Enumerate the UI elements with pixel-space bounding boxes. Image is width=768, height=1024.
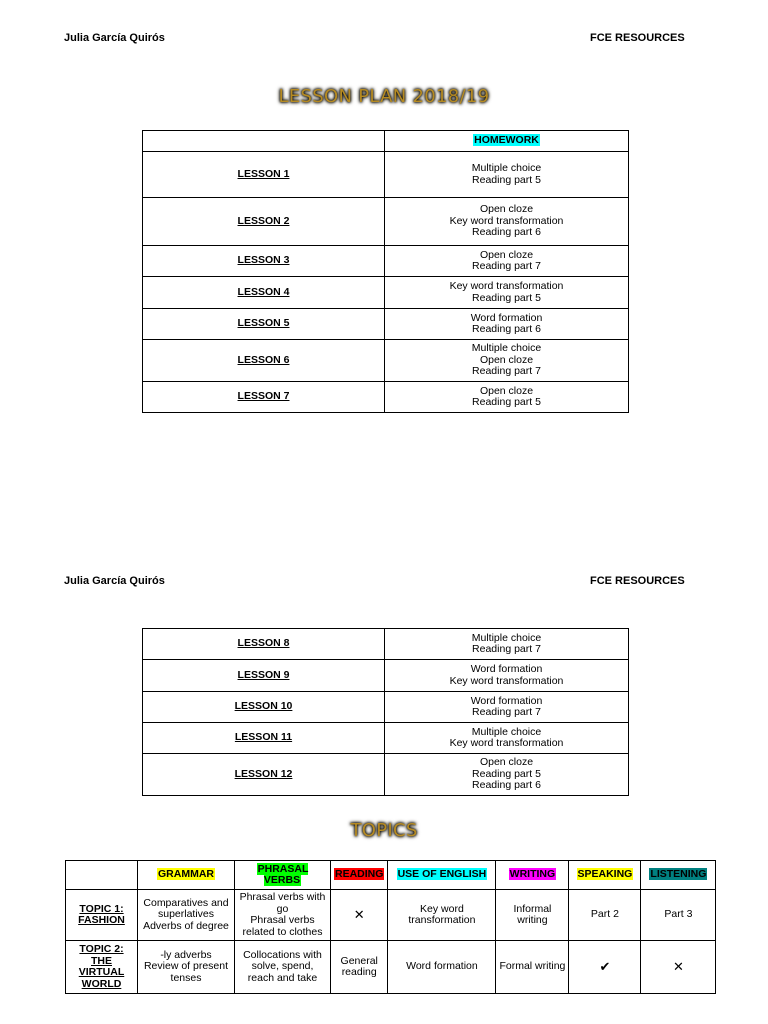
- topic-label: TOPIC 1: FASHION: [78, 902, 125, 926]
- table-row: [143, 309, 629, 340]
- lesson-cell: [143, 277, 385, 309]
- homework-cell: [385, 277, 629, 309]
- topic-header-label: WRITING: [509, 868, 556, 881]
- topic-cell: [569, 890, 641, 941]
- topic-label-cell: [66, 941, 138, 994]
- author-name-page2: Julia García Quirós: [64, 575, 165, 587]
- topic-cell: [331, 941, 388, 994]
- topic-cell-text: Phrasal verbs related to clothes: [242, 914, 323, 938]
- topics-title: TOPICS: [350, 820, 418, 841]
- topic-cell: [641, 941, 716, 994]
- table-row: [143, 660, 629, 692]
- homework-cell: [385, 340, 629, 382]
- homework-item: Reading part 7: [472, 260, 541, 272]
- homework-item: Open cloze: [479, 353, 534, 366]
- topic-cell: [138, 890, 235, 941]
- topic-header-cell: [235, 861, 331, 890]
- topic-cell: [496, 890, 569, 941]
- topic-cell-text: Adverbs of degree: [143, 919, 229, 932]
- lesson-label: LESSON 8: [237, 637, 290, 650]
- topics-header-row: [66, 861, 716, 890]
- topic-header-label: PHRASAL VERBS: [257, 862, 309, 886]
- topic-cell-text: Review of present tenses: [143, 960, 229, 984]
- homework-item: Reading part 5: [472, 396, 541, 408]
- lesson-plan-title: LESSON PLAN 2018/19: [278, 86, 490, 107]
- cross-icon: ✕: [353, 907, 365, 923]
- homework-item: Reading part 5: [472, 291, 541, 304]
- lesson-label: LESSON 1: [237, 167, 290, 180]
- lesson-cell: [143, 629, 385, 660]
- table-row: [143, 246, 629, 277]
- homework-cell: [385, 629, 629, 660]
- topic-row: [66, 941, 716, 994]
- lesson-cell: [143, 692, 385, 723]
- homework-item: Key word transformation: [449, 280, 564, 292]
- homework-item: Open cloze: [479, 384, 534, 397]
- homework-item: Multiple choice: [471, 725, 542, 738]
- topic-header-cell: [496, 861, 569, 890]
- topic-cell: [641, 890, 716, 941]
- topic-cell-text: Part 3: [664, 908, 693, 921]
- table-row: [143, 382, 629, 413]
- table-row: [143, 152, 629, 198]
- lesson-label: LESSON 4: [237, 285, 290, 298]
- homework-item: Key word transformation: [449, 674, 564, 687]
- topic-cell-text: Phrasal verbs with go: [239, 891, 326, 915]
- topic-header-label: LISTENING: [650, 868, 707, 881]
- topic-cell: [496, 941, 569, 994]
- lesson-label: LESSON 7: [237, 390, 290, 403]
- lesson-cell: [143, 660, 385, 692]
- topic-header-cell: [138, 861, 235, 890]
- topic-cell: [138, 941, 235, 994]
- topic-header-cell: [569, 861, 641, 890]
- table-row: [143, 340, 629, 382]
- homework-item: Reading part 6: [472, 779, 541, 792]
- lesson-cell: [143, 246, 385, 277]
- topic-row: [66, 890, 716, 941]
- homework-item: Reading part 7: [472, 706, 541, 718]
- homework-cell: [385, 754, 629, 796]
- homework-item: Key word transformation: [449, 737, 564, 749]
- homework-item: Reading part 7: [472, 643, 541, 655]
- topic-cell: [569, 941, 641, 994]
- homework-item: Reading part 6: [472, 226, 541, 239]
- topic-header-cell: [388, 861, 496, 890]
- homework-cell: [385, 692, 629, 723]
- lesson-cell: [143, 198, 385, 246]
- topic-cell: [235, 941, 331, 994]
- homework-item: Reading part 5: [472, 767, 541, 780]
- homework-item: Open cloze: [479, 248, 534, 261]
- topic-header-cell: [641, 861, 716, 890]
- topic-header-label: SPEAKING: [577, 868, 633, 881]
- topic-header-label: READING: [335, 868, 384, 881]
- homework-cell: [385, 152, 629, 198]
- homework-cell: [385, 660, 629, 692]
- homework-cell: [385, 198, 629, 246]
- homework-item: Open cloze: [479, 756, 534, 769]
- topic-cell: [388, 890, 496, 941]
- lesson-cell: [143, 340, 385, 382]
- topic-cell-text: Formal writing: [499, 960, 566, 973]
- topic-label-cell: [66, 890, 138, 941]
- lesson-cell: [143, 309, 385, 340]
- lesson-label: LESSON 11: [234, 731, 293, 744]
- cross-icon: ✕: [672, 959, 684, 975]
- author-name: Julia García Quirós: [64, 32, 165, 44]
- topic-header-label: USE OF ENGLISH: [397, 868, 487, 881]
- lesson-cell: [143, 152, 385, 198]
- lesson-label: LESSON 9: [237, 668, 290, 681]
- empty-header-cell: [66, 861, 138, 890]
- topic-label: TOPIC 2: THE VIRTUAL WORLD: [78, 943, 125, 990]
- homework-item: Multiple choice: [471, 631, 542, 644]
- lesson-cell: [143, 754, 385, 796]
- homework-cell: [385, 723, 629, 754]
- homework-item: Open cloze: [479, 203, 534, 216]
- table-row: [143, 754, 629, 796]
- topic-cell-text: Part 2: [590, 908, 619, 921]
- lesson-label: LESSON 5: [237, 317, 290, 330]
- topic-cell-text: Word formation: [406, 960, 478, 973]
- lesson-plan-table-1: [142, 130, 629, 413]
- lesson-label: LESSON 10: [234, 700, 293, 713]
- homework-item: Word formation: [470, 663, 543, 675]
- lesson-label: LESSON 2: [237, 214, 290, 227]
- topic-cell-text: Comparatives and superlatives: [143, 896, 229, 921]
- homework-item: Key word transformation: [449, 214, 564, 227]
- table-row: [143, 723, 629, 754]
- lesson-label: LESSON 6: [237, 353, 290, 366]
- table-header-row: [143, 131, 629, 152]
- lesson-label: LESSON 3: [237, 254, 290, 267]
- resource-label-page2: FCE RESOURCES: [590, 575, 685, 587]
- lesson-label: LESSON 12: [234, 767, 293, 780]
- topic-cell: [331, 890, 388, 941]
- topic-cell: [235, 890, 331, 941]
- topics-table: [65, 860, 716, 994]
- lesson-cell: [143, 382, 385, 413]
- topic-cell-text: -ly adverbs: [160, 948, 212, 961]
- topic-cell-text: Key word transformation: [408, 902, 476, 926]
- empty-header-cell: [143, 131, 385, 152]
- homework-header-cell: HOMEWORK: [385, 131, 629, 152]
- homework-cell: [385, 246, 629, 277]
- topic-cell-text: Collocations with solve, spend, reach and take: [243, 948, 322, 984]
- table-row: [143, 277, 629, 309]
- lesson-cell: [143, 723, 385, 754]
- topic-cell-text: Informal writing: [513, 902, 552, 926]
- homework-cell: [385, 309, 629, 340]
- homework-item: Multiple choice: [471, 342, 542, 355]
- topic-cell: [388, 941, 496, 994]
- homework-item: Word formation: [470, 694, 543, 707]
- homework-item: Reading part 6: [472, 323, 541, 335]
- topic-header-label: GRAMMAR: [158, 868, 214, 881]
- topic-cell-text: General reading: [340, 954, 378, 978]
- check-icon: ✔: [599, 959, 611, 975]
- homework-item: Multiple choice: [471, 162, 542, 174]
- lesson-plan-table-2: [142, 628, 629, 796]
- homework-item: Reading part 7: [472, 365, 541, 378]
- table-row: [143, 692, 629, 723]
- homework-item: Reading part 5: [472, 173, 541, 186]
- homework-item: Word formation: [470, 311, 543, 324]
- table-row: [143, 198, 629, 246]
- table-row: [143, 629, 629, 660]
- resource-label: FCE RESOURCES: [590, 32, 685, 44]
- homework-cell: [385, 382, 629, 413]
- topic-header-cell: [331, 861, 388, 890]
